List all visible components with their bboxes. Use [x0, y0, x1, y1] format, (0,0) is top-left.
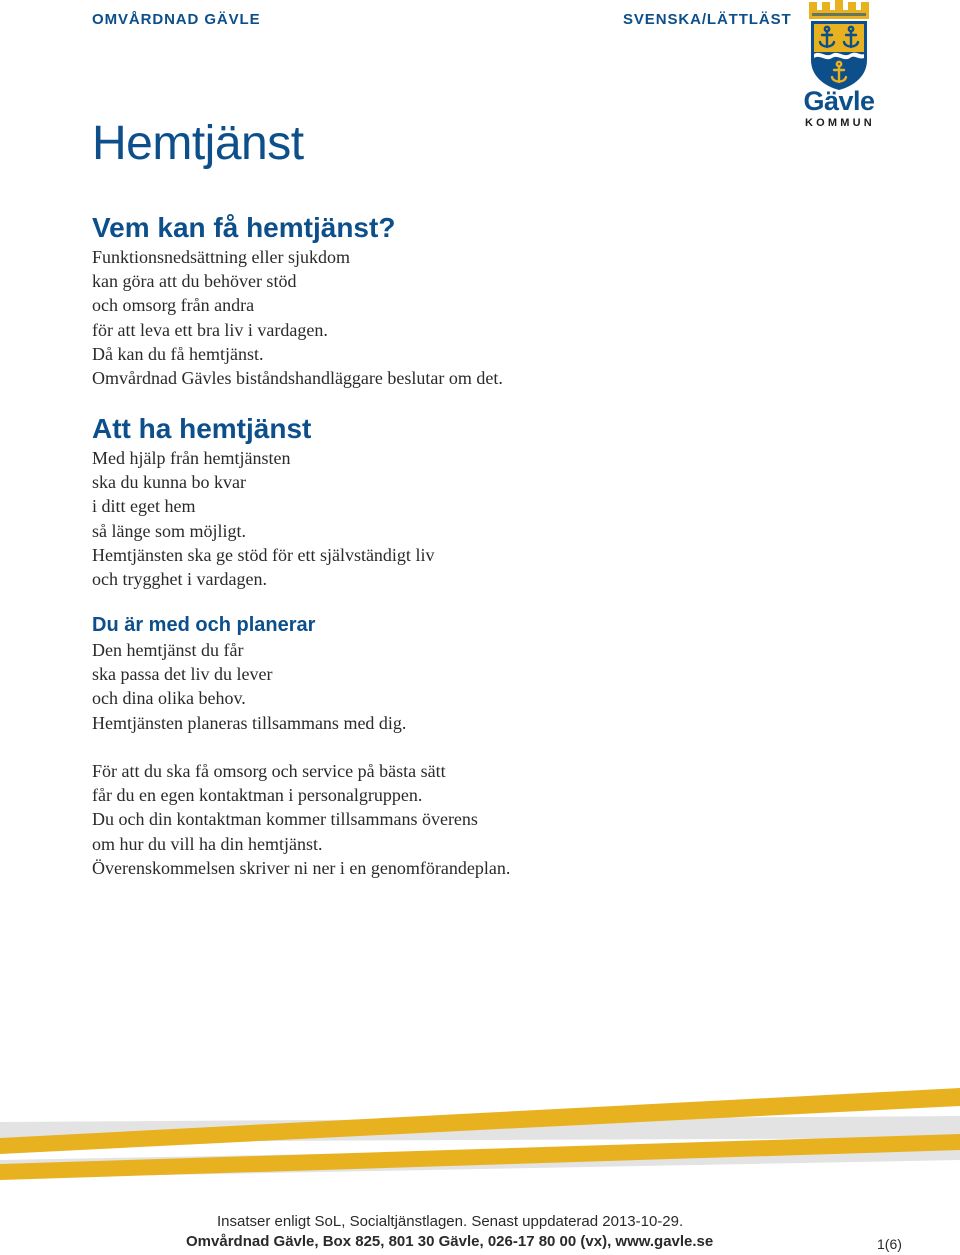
body-line: kan göra att du behöver stöd: [92, 271, 297, 292]
section-planning: [92, 612, 792, 735]
body-line: För att du ska få omsorg och service på bästa sätt: [92, 761, 446, 781]
body-line: ska du kunna bo kvar: [92, 472, 246, 493]
section-having-home-care: [92, 412, 792, 591]
coat-of-arms-icon: [800, 0, 878, 92]
body-line: så länge som möjligt.: [92, 520, 246, 541]
body-line: får du en egen kontaktman i personalgruppen.: [92, 785, 423, 806]
body-line: Hemtjänsten ska ge stöd för ett självständigt liv: [92, 544, 435, 565]
body-line: Omvårdnad Gävles biståndshandläggare beslutar om det.: [92, 368, 503, 389]
body-line: ska passa det liv du lever: [92, 664, 273, 685]
section-contact-person: [92, 759, 792, 880]
logo-subword: KOMMUN: [805, 117, 875, 129]
section-who-can-get: [92, 211, 792, 390]
body-line: i ditt eget hem: [92, 496, 196, 517]
gavle-kommun-logo: [800, 0, 878, 135]
body-line: och trygghet i vardagen.: [92, 569, 267, 590]
body-line: för att leva ett bra liv i vardagen.: [92, 319, 328, 340]
body-line: Funktionsnedsättning eller sjukdom: [92, 247, 350, 267]
body-line: Den hemtjänst du får: [92, 640, 244, 660]
body-line: Med hjälp från hemtjänsten: [92, 448, 291, 468]
body-line: Du och din kontaktman kommer tillsammans överens: [92, 809, 478, 830]
section-heading: Vem kan få hemtjänst?: [92, 212, 396, 243]
language-label: SVENSKA/LÄTTLÄST: [623, 11, 792, 28]
footer-legal-text: Insatser enligt SoL, Socialtjänstlagen. Senast uppdaterad 2013-10-29.: [217, 1213, 684, 1230]
logo-wordmark: Gävle: [803, 86, 875, 116]
section-heading: Att ha hemtjänst: [92, 413, 312, 444]
footer-contact-text: Omvårdnad Gävle, Box 825, 801 30 Gävle, 026-17 80 00 (vx), www.gavle.se: [186, 1233, 714, 1250]
organization-label: OMVÅRDNAD GÄVLE: [92, 11, 261, 28]
body-line: Överenskommelsen skriver ni ner i en genomförandeplan.: [92, 857, 511, 878]
body-line: och omsorg från andra: [92, 295, 255, 316]
body-line: Då kan du få hemtjänst.: [92, 343, 264, 364]
body-line: Hemtjänsten planeras tillsammans med dig.: [92, 712, 407, 733]
page-title: Hemtjänst: [92, 117, 304, 170]
body-line: och dina olika behov.: [92, 688, 246, 709]
body-line: om hur du vill ha din hemtjänst.: [92, 833, 323, 854]
decorative-stripes: [0, 1080, 960, 1190]
page-number: 1(6): [877, 1236, 902, 1252]
section-heading: Du är med och planerar: [92, 614, 316, 636]
